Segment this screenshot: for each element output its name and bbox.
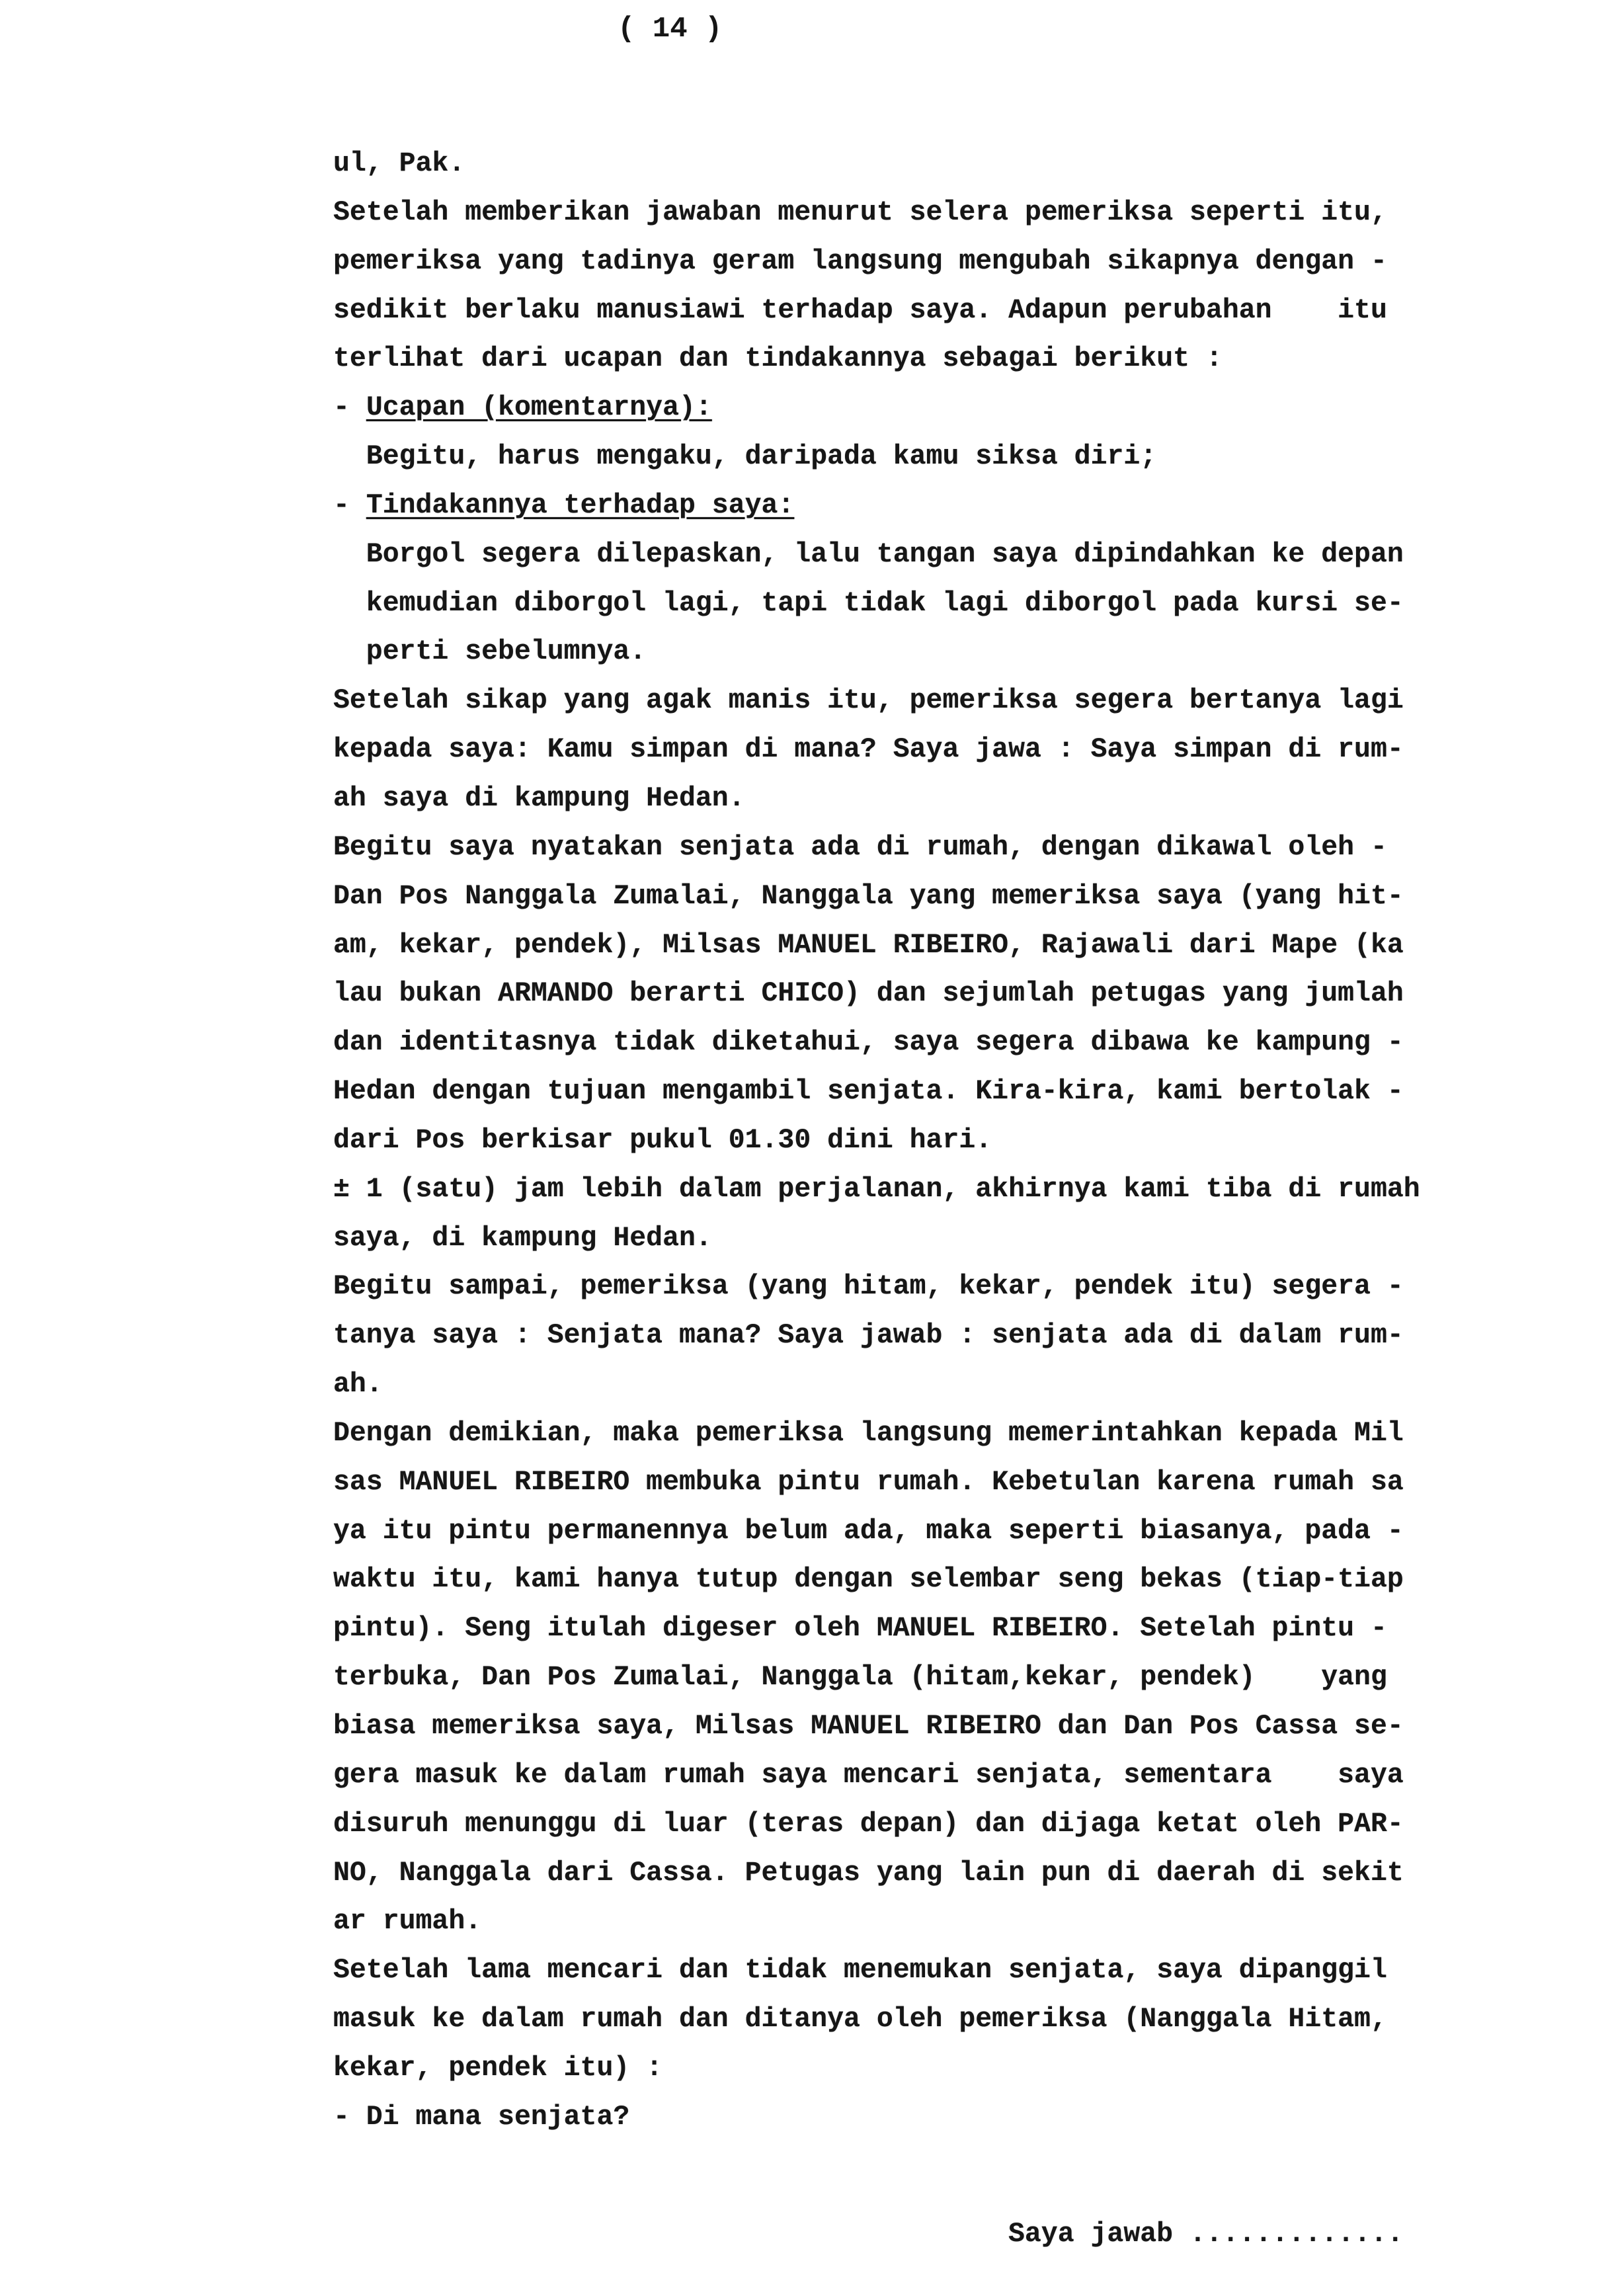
text-line: ± 1 (satu) jam lebih dalam perjalanan, akhirnya kami tiba di rumah	[333, 1173, 1420, 1205]
text-line: kekar, pendek itu) :	[333, 2052, 663, 2084]
text-line: Begitu sampai, pemeriksa (yang hitam, kekar, pendek itu) segera -	[333, 1271, 1404, 1303]
text-line: perti sebelumnya.	[366, 636, 647, 668]
bullet-dash: -	[333, 392, 350, 424]
text-line: masuk ke dalam rumah dan ditanya oleh pemeriksa (Nanggala Hitam,	[333, 2004, 1387, 2035]
text-line: terlihat dari ucapan dan tindakannya sebagai berikut :	[333, 343, 1223, 375]
text-line: - Di mana senjata?	[333, 2101, 630, 2133]
text-line: sedikit berlaku manusiawi terhadap saya. Adapun perubahan itu	[333, 294, 1387, 326]
text-line: pemeriksa yang tadinya geram langsung mengubah sikapnya dengan -	[333, 245, 1387, 277]
text-line: kepada saya: Kamu simpan di mana? Saya jawa : Saya simpan di rum-	[333, 734, 1404, 766]
list-heading-label: Tindakannya terhadap saya:	[366, 489, 795, 521]
text-line: ya itu pintu permanennya belum ada, maka seperti biasanya, pada -	[333, 1515, 1404, 1547]
text-line: lau bukan ARMANDO berarti CHICO) dan sejumlah petugas yang jumlah	[333, 978, 1404, 1010]
text-line: kemudian diborgol lagi, tapi tidak lagi diborgol pada kursi se-	[366, 587, 1404, 619]
text-line: Begitu, harus mengaku, daripada kamu siksa diri;	[366, 441, 1157, 473]
list-heading-ucapan	[333, 384, 1576, 432]
list-heading-label: Ucapan (komentarnya):	[366, 392, 712, 424]
text-line: am, kekar, pendek), Milsas MANUEL RIBEIRO, Rajawali dari Mape (ka	[333, 929, 1404, 961]
text-line: Borgol segera dilepaskan, lalu tangan saya dipindahkan ke depan	[366, 538, 1404, 570]
text-line: waktu itu, kami hanya tutup dengan selembar seng bekas (tiap-tiap	[333, 1564, 1404, 1596]
text-line: tanya saya : Senjata mana? Saya jawab : senjata ada di dalam rum-	[333, 1320, 1404, 1352]
text-line: gera masuk ke dalam rumah saya mencari senjata, sementara saya	[333, 1759, 1404, 1791]
text-line: pintu). Seng itulah digeser oleh MANUEL RIBEIRO. Setelah pintu -	[333, 1613, 1387, 1645]
bullet-dash: -	[333, 489, 350, 521]
text-line: dari Pos berkisar pukul 01.30 dini hari.	[333, 1124, 992, 1156]
text-line: Begitu saya nyatakan senjata ada di rumah, dengan dikawal oleh -	[333, 831, 1387, 863]
text-line: Setelah lama mencari dan tidak menemukan senjata, saya dipanggil	[333, 1955, 1387, 1987]
list-heading-tindakan	[333, 481, 1576, 530]
text-line: Setelah sikap yang agak manis itu, pemeriksa segera bertanya lagi	[333, 685, 1404, 717]
text-line: dan identitasnya tidak diketahui, saya segera dibawa ke kampung -	[333, 1027, 1404, 1059]
text-line: saya, di kampung Hedan.	[333, 1222, 712, 1254]
footer-continuation: Saya jawab .............	[1008, 2219, 1404, 2250]
text-line: ah.	[333, 1369, 383, 1401]
text-line: biasa memeriksa saya, Milsas MANUEL RIBEIRO dan Dan Pos Cassa se-	[333, 1711, 1404, 1742]
document-body	[333, 140, 1576, 2142]
text-line: terbuka, Dan Pos Zumalai, Nanggala (hitam,kekar, pendek) yang	[333, 1662, 1387, 1694]
text-line: NO, Nanggala dari Cassa. Petugas yang lain pun di daerah di sekit	[333, 1857, 1404, 1889]
text-line: disuruh menunggu di luar (teras depan) dan dijaga ketat oleh PAR-	[333, 1808, 1404, 1840]
text-line: Setelah memberikan jawaban menurut selera pemeriksa seperti itu,	[333, 196, 1387, 228]
text-line: Dengan demikian, maka pemeriksa langsung memerintahkan kepada Mil	[333, 1417, 1404, 1449]
text-line: ul, Pak.	[333, 148, 465, 179]
text-line: ar rumah.	[333, 1906, 482, 1938]
text-line: sas MANUEL RIBEIRO membuka pintu rumah. Kebetulan karena rumah sa	[333, 1466, 1404, 1498]
page-number: ( 14 )	[618, 13, 723, 46]
text-line: Hedan dengan tujuan mengambil senjata. Kira-kira, kami bertolak -	[333, 1076, 1404, 1108]
text-line: Dan Pos Nanggala Zumalai, Nanggala yang memeriksa saya (yang hit-	[333, 880, 1404, 912]
text-line: ah saya di kampung Hedan.	[333, 782, 745, 814]
